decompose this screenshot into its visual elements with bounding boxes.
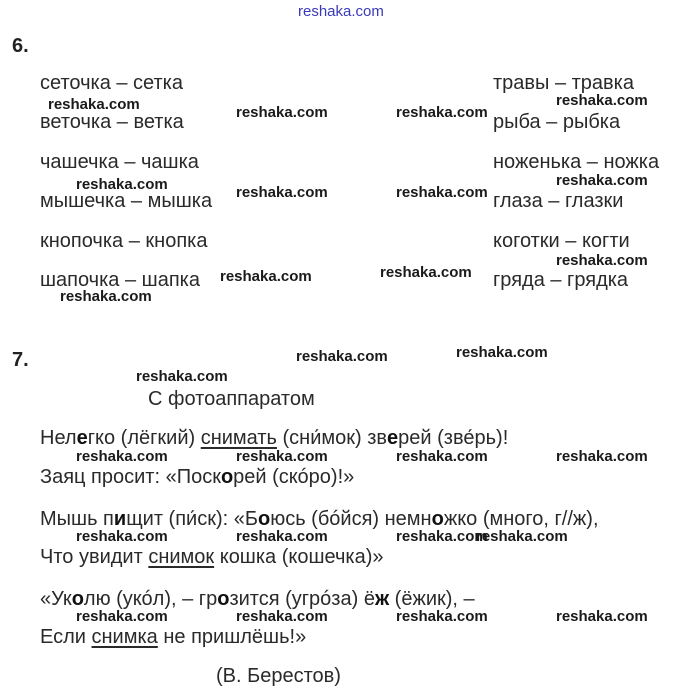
text: Заяц просит: «Поск: [40, 466, 221, 488]
poem-line-1: [40, 426, 508, 450]
watermark: reshaka.com: [236, 184, 328, 201]
watermark: reshaka.com: [396, 608, 488, 625]
watermark: reshaka.com: [76, 528, 168, 545]
watermark: reshaka.com: [476, 528, 568, 545]
watermark: reshaka.com: [136, 368, 228, 385]
header-watermark: reshaka.com: [298, 3, 384, 20]
task6-right-item: глаза – глазки: [493, 190, 624, 212]
watermark: reshaka.com: [556, 92, 648, 109]
text: зится (угрóза) ё: [229, 588, 375, 610]
task6-left-item: кнопочка – кнопка: [40, 230, 208, 252]
poem-line-4: [40, 545, 384, 569]
poem-author: (В. Берестов): [216, 665, 341, 687]
task6-left-item: сеточка – сетка: [40, 72, 183, 94]
task6-right-item: травы – травка: [493, 72, 634, 94]
text: (сни́мок) зв: [276, 427, 388, 449]
watermark: reshaka.com: [556, 448, 648, 465]
highlighted-letter: о: [220, 466, 234, 488]
task6-left-item: чашечка – чашка: [40, 151, 199, 173]
highlighted-letter: о: [257, 508, 271, 530]
watermark: reshaka.com: [236, 608, 328, 625]
watermark: reshaka.com: [76, 608, 168, 625]
poem-line-2: [40, 465, 354, 489]
watermark: reshaka.com: [48, 96, 140, 113]
watermark: reshaka.com: [396, 528, 488, 545]
highlighted-letter: о: [71, 588, 84, 610]
task6-right-item: коготки – когти: [493, 230, 630, 252]
underlined-word: снимка: [91, 626, 158, 648]
watermark: reshaka.com: [236, 448, 328, 465]
text: щит (пи́ск): «Б: [126, 508, 258, 530]
text: не пришлёшь!»: [157, 626, 307, 648]
watermark: reshaka.com: [396, 448, 488, 465]
watermark: reshaka.com: [556, 608, 648, 625]
text: рей (зве́рь)!: [398, 427, 509, 449]
highlighted-letter: о: [431, 508, 444, 530]
poem-line-6: [40, 625, 306, 649]
task-6-number: 6.: [12, 35, 29, 57]
task-7-number: 7.: [12, 349, 29, 371]
task6-right-item: ноженька – ножка: [493, 151, 660, 173]
highlighted-letter: и: [113, 508, 127, 530]
text: юсь (бóйся) немн: [270, 508, 432, 530]
watermark: reshaka.com: [220, 268, 312, 285]
watermark: reshaka.com: [396, 184, 488, 201]
watermark: reshaka.com: [396, 104, 488, 121]
underlined-word: снимок: [148, 546, 215, 568]
highlighted-letter: о: [217, 588, 230, 610]
poem-title: С фотоаппаратом: [148, 388, 315, 410]
watermark: reshaka.com: [556, 252, 648, 269]
task6-left-item: веточка – ветка: [40, 111, 184, 133]
text: Мышь п: [40, 508, 114, 530]
watermark: reshaka.com: [456, 344, 548, 361]
text: гко (лёгкий): [87, 427, 201, 449]
watermark: reshaka.com: [380, 264, 472, 281]
task6-left-item: мышечка – мышка: [40, 190, 213, 212]
task6-left-item: шапочка – шапка: [40, 269, 200, 291]
text: кошка (кошечка)»: [214, 546, 384, 568]
task6-right-item: рыба – рыбка: [493, 111, 621, 133]
watermark: reshaka.com: [60, 288, 152, 305]
watermark: reshaka.com: [76, 448, 168, 465]
highlighted-letter: е: [387, 427, 399, 449]
text: «Ук: [40, 588, 72, 610]
watermark: reshaka.com: [76, 176, 168, 193]
text: рей (скóро)!»: [233, 466, 355, 488]
text: лю (укóл), – гр: [83, 588, 218, 610]
text: Если: [40, 626, 92, 648]
task6-right-item: гряда – грядка: [493, 269, 629, 291]
watermark: reshaka.com: [236, 104, 328, 121]
watermark: reshaka.com: [296, 348, 388, 365]
text: Нел: [40, 427, 77, 449]
text: жко (много, г//ж),: [443, 508, 599, 530]
watermark: reshaka.com: [556, 172, 648, 189]
text: (ёжик), –: [389, 588, 475, 610]
text: Что увидит: [40, 546, 149, 568]
underlined-word: снимать: [200, 427, 277, 449]
highlighted-letter: е: [76, 427, 88, 449]
watermark: reshaka.com: [236, 528, 328, 545]
highlighted-letter: ж: [374, 588, 390, 610]
